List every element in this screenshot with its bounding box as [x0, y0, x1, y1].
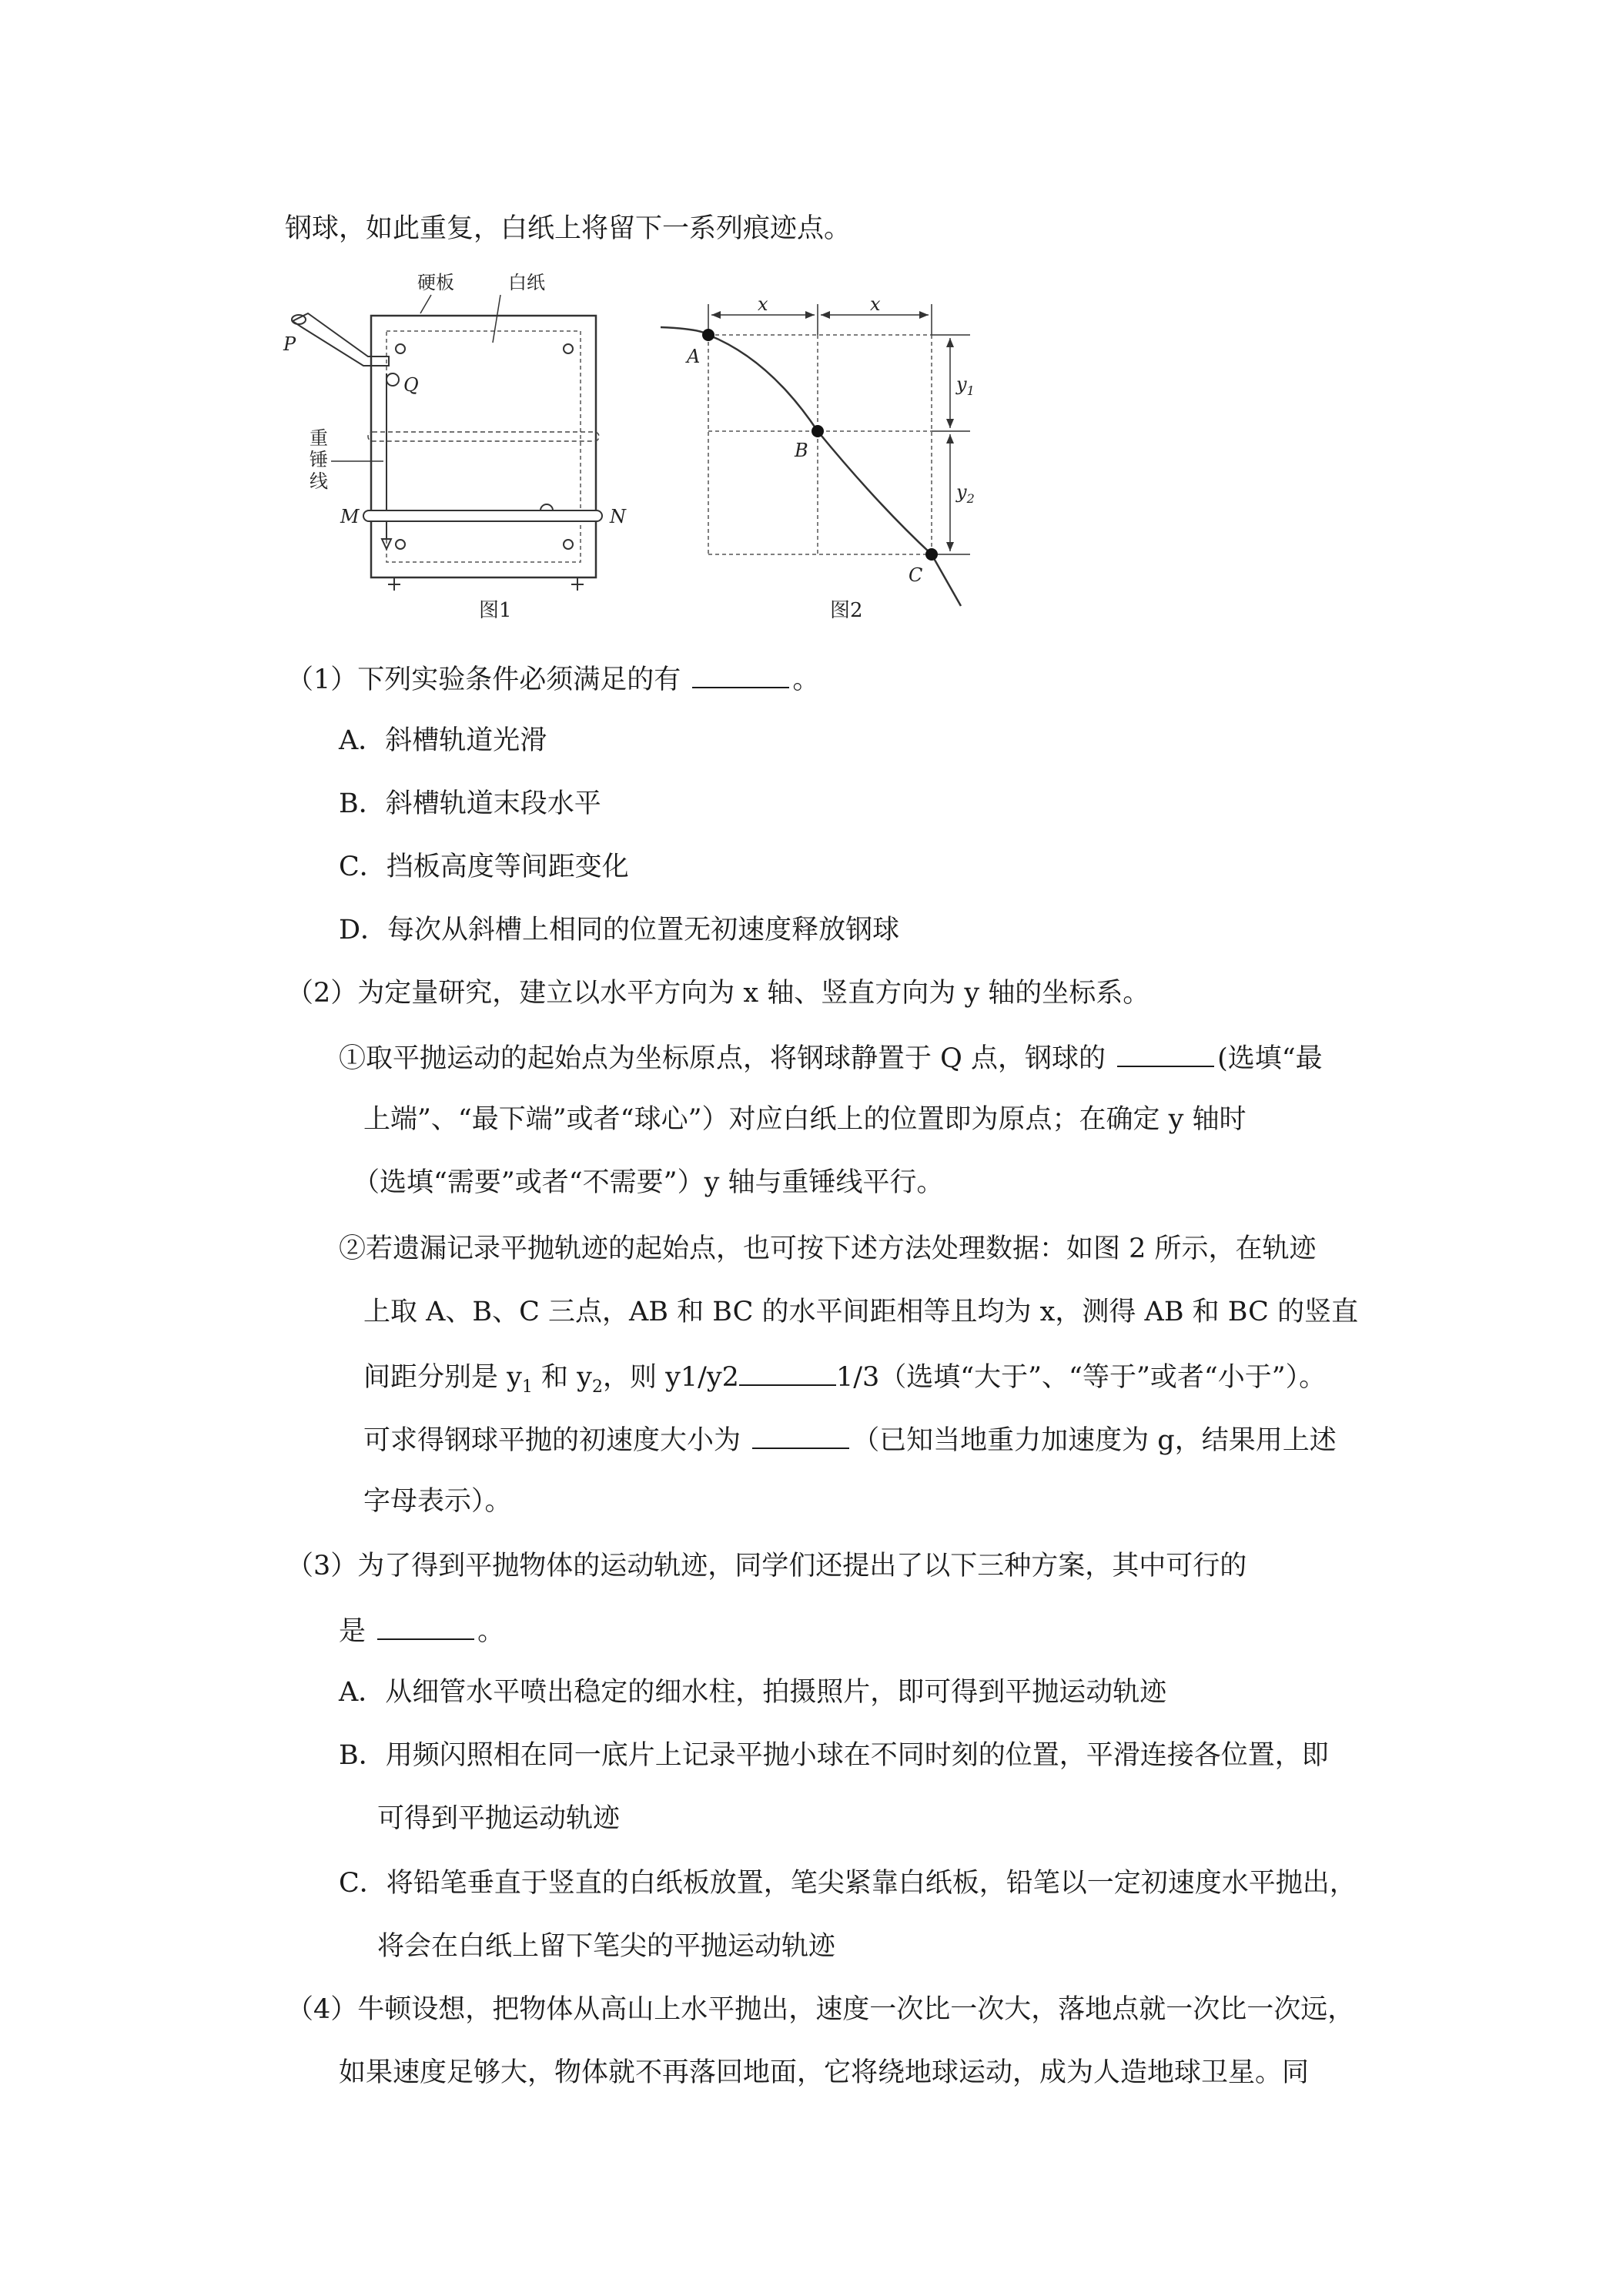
label-x-left: x [758, 293, 768, 315]
q1-option-d: D．每次从斜槽上相同的位置无初速度释放钢球 [339, 915, 900, 946]
q2-velocity-blank[interactable] [752, 1421, 849, 1449]
label-C: C [909, 564, 923, 586]
label-plumb-1: 重 [310, 427, 328, 449]
q1-option-c: C．挡板高度等间距变化 [339, 852, 629, 882]
point-B [812, 425, 824, 437]
q2-sub2-line2: 上取 A、B、C 三点，AB 和 BC 的水平间距相等且均为 x，测得 AB 和 BC 的竖直 [363, 1297, 1359, 1327]
q2-stem: （2）为定量研究，建立以水平方向为 x 轴、竖直方向为 y 轴的坐标系。 [286, 978, 1150, 1009]
label-M: M [340, 506, 360, 527]
q2-sub1-line3: （选填“需要”或者“不需要”）y 轴与重锤线平行。 [353, 1167, 944, 1198]
label-P: P [283, 333, 296, 355]
label-white-paper: 白纸 [508, 272, 545, 293]
q4-line2: 如果速度足够大，物体就不再落回地面，它将绕地球运动，成为人造地球卫星。同 [339, 2057, 1310, 2088]
q3-stem-line2: 是 。 [339, 1612, 504, 1648]
label-y2: $y_2$ [956, 481, 975, 506]
q3-stem-line1: （3）为了得到平抛物体的运动轨迹，同学们还提出了以下三种方案，其中可行的 [286, 1551, 1247, 1581]
label-hard-board: 硬板 [417, 272, 454, 293]
q3-option-b-line2: 可得到平抛运动轨迹 [377, 1803, 621, 1834]
q1-option-b: B．斜槽轨道末段水平 [339, 788, 601, 819]
q1-answer-blank[interactable] [692, 661, 789, 688]
q1-option-a: A．斜槽轨道光滑 [339, 725, 547, 756]
point-A [702, 329, 714, 341]
point-C [925, 548, 938, 561]
figure-1-caption: 图1 [479, 599, 512, 622]
q3-answer-blank[interactable] [377, 1612, 474, 1640]
figure-2-caption: 图2 [830, 599, 863, 622]
chute [293, 313, 389, 366]
label-B: B [795, 440, 808, 461]
q2-sub1-line2: 上端”、“最下端”或者“球心”）对应白纸上的位置即为原点；在确定 y 轴时 [363, 1104, 1247, 1135]
intro-text: 钢球，如此重复，白纸上将留下一系列痕迹点。 [285, 213, 852, 244]
q3-option-b-line1: B．用频闪照相在同一底片上记录平抛小球在不同时刻的位置，平滑连接各位置，即 [339, 1740, 1329, 1771]
q3-option-c-line1: C．将铅笔垂直于竖直的白纸板放置，笔尖紧靠白纸板，铅笔以一定初速度水平抛出， [339, 1868, 1357, 1899]
q2-sub2-line5: 字母表示）。 [363, 1486, 512, 1517]
q3-option-a: A．从细管水平喷出稳定的细水柱，拍摄照片，即可得到平抛运动轨迹 [339, 1677, 1167, 1708]
q1-stem: （1）下列实验条件必须满足的有 。 [286, 661, 819, 697]
label-N: N [610, 506, 626, 527]
q2-ratio-blank[interactable] [739, 1358, 836, 1386]
hard-board [371, 316, 596, 577]
label-plumb-2: 锤 [310, 449, 328, 470]
q2-sub2-line3: 间距分别是 $y_1$ 和 $y_2$，则 y1/y2 1/3（选填“大于”、“等于”或者“小于”）。 [363, 1358, 1326, 1404]
figure-1 [277, 266, 624, 628]
baffle-MN [363, 510, 602, 521]
figure-2 [654, 293, 993, 628]
label-x-right: x [870, 293, 881, 315]
q2-sub2-line1: ②若遗漏记录平抛轨迹的起始点，也可按下述方法处理数据：如图 2 所示，在轨迹 [339, 1233, 1317, 1264]
label-A: A [687, 346, 701, 367]
label-plumb-3: 线 [310, 470, 328, 492]
label-Q: Q [403, 374, 419, 396]
white-paper [387, 331, 581, 562]
point-Q-ball [387, 373, 399, 386]
q2-sub1-line1: ①取平抛运动的起始点为坐标原点，将钢球静置于 Q 点，钢球的 (选填“最 [339, 1039, 1323, 1076]
label-y1: $y_1$ [956, 373, 975, 398]
q3-option-c-line2: 将会在白纸上留下笔尖的平抛运动轨迹 [377, 1931, 836, 1962]
q4-line1: （4）牛顿设想，把物体从高山上水平抛出，速度一次比一次大，落地点就一次比一次远， [286, 1994, 1355, 2025]
q2-sub2-line4: 可求得钢球平抛的初速度大小为 （已知当地重力加速度为 g，结果用上述 [363, 1421, 1337, 1458]
q2-sub1-blank[interactable] [1117, 1039, 1214, 1067]
